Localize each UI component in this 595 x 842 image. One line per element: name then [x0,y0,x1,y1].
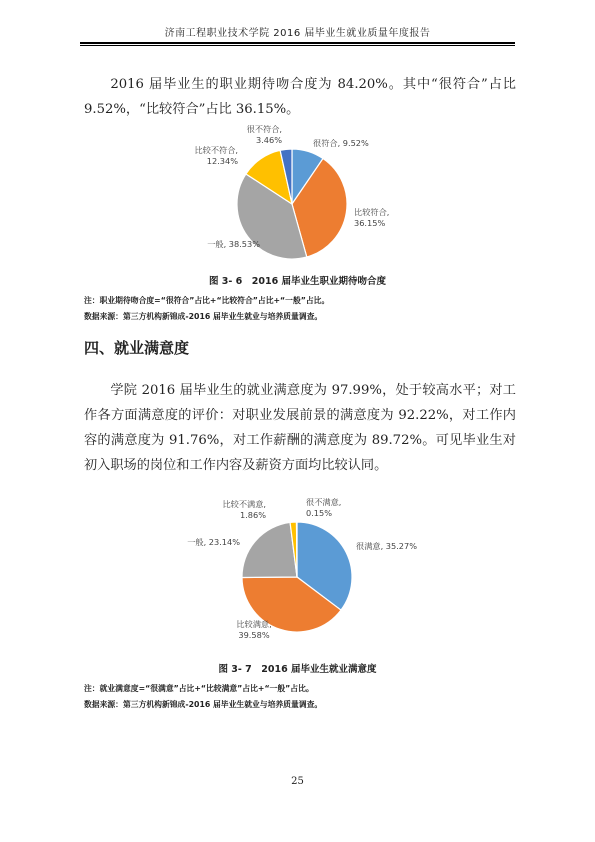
pie-slice-label: 很不满意, 0.15% [306,497,342,518]
pie-slice-label: 很不符合, 3.46% [246,124,282,145]
figure-note-3-6: 注：职业期待吻合度=“很符合”占比+“比较符合”占比+“一般”占比。 [84,296,330,305]
pie-chart-job-satisfaction [187,497,417,640]
pie-slice [242,522,297,577]
section-heading: 四、就业满意度 [84,339,190,357]
pie-slice-label: 比较满意, 39.58% [236,619,272,640]
page-header: 济南工程职业技术学院 2016 届毕业生就业质量年度报告 [164,28,431,39]
pie-slice-label: 一般, 23.14% [187,537,240,547]
paragraph-career-match: 2016 届毕业生的职业期待吻合度为 84.20%。其中“很符合”占比 9.52%，“比较符合”占比 36.15%。 [84,77,516,117]
pie-slice-label: 比较不满意, 1.86% [222,499,266,520]
pie-slice-label: 比较不符合, 12.34% [194,145,238,166]
pie-slice-label: 很符合, 9.52% [313,138,369,148]
pie-slice-label: 比较符合, 36.15% [354,207,390,228]
figure-title-3-7: 图 3- 7 2016 届毕业生就业满意度 [218,664,377,675]
figure-title-3-6: 图 3- 6 2016 届毕业生职业期待吻合度 [208,276,387,287]
figure-note-3-7: 注：就业满意度=“很满意”占比+“比较满意”占比+“一般”占比。 [84,684,314,693]
paragraph-job-satisfaction: 学院 2016 届毕业生的就业满意度为 97.99%，处于较高水平；对工作各方面满意度的评价：对职业发展前景的满意度为 92.22%，对工作内容的满意度为 91.76%，对工作薪酬的满意度为 89.72%。可见毕业生对初入职场的岗位和工作内容及薪资方面均比较认同。 [84,383,516,473]
pie-chart-career-match [194,124,389,259]
pie-slice [296,522,297,577]
figure-source-3-7: 数据来源：第三方机构新锦成-2016 届毕业生就业与培养质量调查。 [84,700,323,709]
pie-slice-label: 一般, 38.53% [207,239,260,249]
page-number: 25 [291,776,304,787]
figure-source-3-6: 数据来源：第三方机构新锦成-2016 届毕业生就业与培养质量调查。 [84,312,323,321]
pie-slice-label: 很满意, 35.27% [356,541,417,551]
